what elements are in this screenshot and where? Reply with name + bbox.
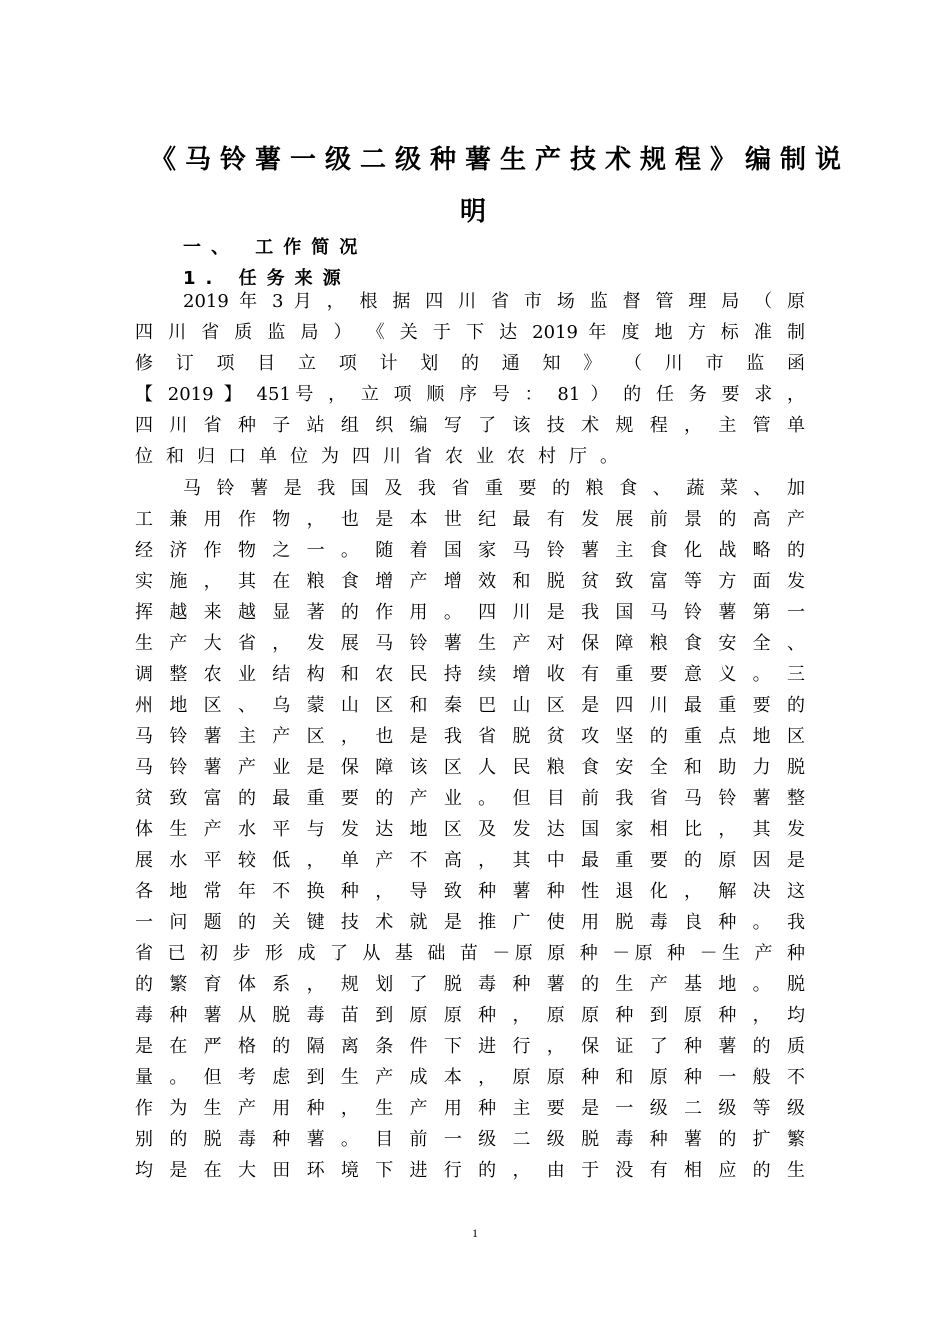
paragraph-2-line: 均 是 在 大 田 环 境 下 进 行 的 ， 由 于 没 有 相 应 的 生 xyxy=(135,1160,805,1181)
paragraph-2-line: 马 铃 薯 是 我 国 及 我 省 重 要 的 粮 食 、 蔬 菜 、 加 xyxy=(183,478,805,499)
paragraph-2-line: 挥 越 来 越 显 著 的 作 用 。 四 川 是 我 国 马 铃 薯 第 一 xyxy=(135,602,805,623)
paragraph-2-line: 马 铃 薯 产 业 是 保 障 该 区 人 民 粮 食 安 全 和 助 力 脱 xyxy=(135,757,805,778)
paragraph-1-line: 修 订 项 目 立 项 计 划 的 通 知 》 （ 川 市 监 函 xyxy=(135,353,805,374)
paragraph-2-line: 调 整 农 业 结 构 和 农 民 持 续 增 收 有 重 要 意 义 。 三 xyxy=(135,664,805,685)
paragraph-2-line: 工 兼 用 作 物 ， 也 是 本 世 纪 最 有 发 展 前 景 的 高 产 xyxy=(135,509,805,530)
paragraph-1-line: 四 川 省 质 监 局 ） 《 关 于 下 达 2019 年 度 地 方 标 准 制 xyxy=(135,322,805,343)
paragraph-2-line: 各 地 常 年 不 换 种 ， 导 致 种 薯 种 性 退 化 ， 解 决 这 xyxy=(135,881,805,902)
document-title-line-2: 明 xyxy=(460,197,496,227)
paragraph-2-line: 一 问 题 的 关 键 技 术 就 是 推 广 使 用 脱 毒 良 种 。 我 xyxy=(135,912,805,933)
paragraph-2-line: 马 铃 薯 主 产 区 ， 也 是 我 省 脱 贫 攻 坚 的 重 点 地 区 xyxy=(135,726,805,747)
document-title-line-1: 《马铃薯一级二级种薯生产技术规程》编制说 xyxy=(150,145,851,175)
paragraph-2-line: 的 繁 育 体 系 ， 规 划 了 脱 毒 种 薯 的 生 产 基 地 。 脱 xyxy=(135,974,805,995)
paragraph-1-line: 四 川 省 种 子 站 组 织 编 写 了 该 技 术 规 程 ， 主 管 单 xyxy=(135,415,805,436)
paragraph-2-line: 是 在 严 格 的 隔 离 条 件 下 进 行 ， 保 证 了 种 薯 的 质 xyxy=(135,1036,805,1057)
paragraph-2-line: 体 生 产 水 平 与 发 达 地 区 及 发 达 国 家 相 比 ， 其 发 xyxy=(135,819,805,840)
paragraph-2-line: 实 施 ， 其 在 粮 食 增 产 增 效 和 脱 贫 致 富 等 方 面 发 xyxy=(135,571,805,592)
page-number: 1 xyxy=(472,1226,478,1240)
subsection-heading: 1. 任务来源 xyxy=(183,268,351,289)
paragraph-2-line: 贫 致 富 的 最 重 要 的 产 业 。 但 目 前 我 省 马 铃 薯 整 xyxy=(135,788,805,809)
paragraph-2-line: 省 已 初 步 形 成 了 从 基 础 苗 －原 原 种 －原 种 －生 产 种 xyxy=(135,943,805,964)
paragraph-2-line: 经 济 作 物 之 一 。 随 着 国 家 马 铃 薯 主 食 化 战 略 的 xyxy=(135,540,805,561)
paragraph-2-line: 量 。 但 考 虑 到 生 产 成 本 ， 原 原 种 和 原 种 一 般 不 xyxy=(135,1067,805,1088)
paragraph-2-line: 展 水 平 较 低 ， 单 产 不 高 ， 其 中 最 重 要 的 原 因 是 xyxy=(135,850,805,871)
paragraph-2-line: 别 的 脱 毒 种 薯 。 目 前 一 级 二 级 脱 毒 种 薯 的 扩 繁 xyxy=(135,1129,805,1150)
section-heading: 一、 工作简况 xyxy=(183,237,368,258)
paragraph-2-line: 作 为 生 产 用 种 ， 生 产 用 种 主 要 是 一 级 二 级 等 级 xyxy=(135,1098,805,1119)
paragraph-2-line: 毒 种 薯 从 脱 毒 苗 到 原 原 种 ， 原 原 种 到 原 种 ， 均 xyxy=(135,1005,805,1026)
paragraph-2-line: 州 地 区 、 乌 蒙 山 区 和 秦 巴 山 区 是 四 川 最 重 要 的 xyxy=(135,695,805,716)
paragraph-1-line: 位和归口单位为四川省农业农村厅。 xyxy=(135,446,631,467)
paragraph-2-line: 生 产 大 省 ， 发 展 马 铃 薯 生 产 对 保 障 粮 食 安 全 、 xyxy=(135,633,805,654)
paragraph-1-line: 2019 年 3 月 ， 根 据 四 川 省 市 场 监 督 管 理 局 （ 原 xyxy=(183,291,805,312)
paragraph-1-line: 【 2019 】 451号 ， 立 项 顺 序 号 ： 81 ） 的 任 务 要 求 ， xyxy=(135,384,805,405)
